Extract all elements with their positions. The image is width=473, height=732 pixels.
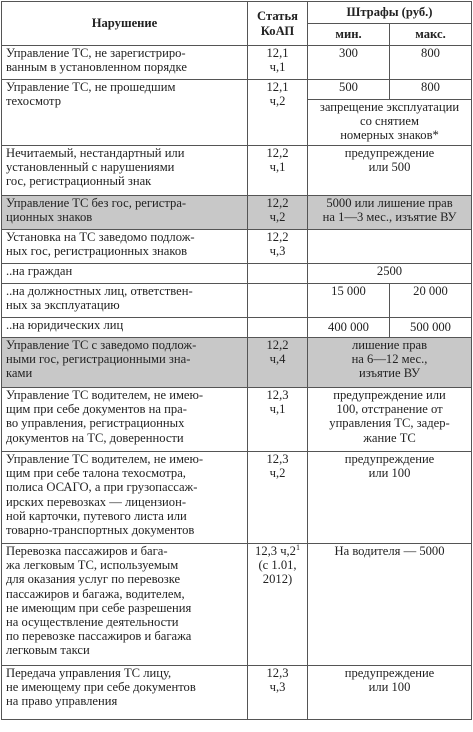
- max-cell: 20 000: [390, 284, 472, 318]
- table-row: [2, 46, 472, 80]
- table-row: [2, 666, 472, 720]
- article-cell: 12,3 ч,2: [248, 452, 308, 544]
- article-cell: 12,1 ч,1: [248, 46, 308, 80]
- table-row: [2, 544, 472, 666]
- violation-cell: ..на должностных лиц, ответствен- ных за эксплуатацию: [2, 284, 248, 318]
- violation-cell: Нечитаемый, нестандартный или установленный с нарушениями гос, регистрационный знак: [2, 146, 248, 196]
- article-cell: [248, 318, 308, 338]
- article-superscript: 1: [295, 543, 300, 552]
- fine-cell: предупреждение или 100: [308, 666, 472, 720]
- violation-cell: Управление ТС водителем, не имею- щим при себе талона техосмотра, полиса ОСАГО, а при грузопассаж- ирских перевозках — лицензион- ной карточки, путевого листа или товарно-транспортных документов: [2, 452, 248, 544]
- header-min: мин.: [308, 24, 390, 46]
- violation-cell: Управление ТС водителем, не имею- щим при себе документов на пра- во управления, регистрационных документов на ТС, доверенности: [2, 388, 248, 452]
- fine-cell: предупреждение или 500: [308, 146, 472, 196]
- article-cell: 12,3 ч,3: [248, 666, 308, 720]
- fine-cell: 5000 или лишение прав на 1—3 мес., изъятие ВУ: [308, 196, 472, 230]
- header-fines: Штрафы (руб.): [308, 2, 472, 24]
- violation-cell: Управление ТС с заведомо подлож- ными гос, регистрационными зна- ками: [2, 338, 248, 388]
- violation-cell: ..на юридических лиц: [2, 318, 248, 338]
- table-row: [2, 452, 472, 544]
- min-cell: 500: [308, 80, 390, 100]
- violation-cell: Перевозка пассажиров и бага- жа легковым ТС, используемым для оказания услуг по перевозке пассажиров и багажа, водителем, не имеющим при себе разрешения на осуществление деятельности по перевозке пассажиров и багажа легковым такси: [2, 544, 248, 666]
- fine-cell: предупреждение или 100, отстранение от управления ТС, задер- жание ТС: [308, 388, 472, 452]
- article-cell: 12,2 ч,2: [248, 196, 308, 230]
- fine-cell: лишение прав на 6—12 мес., изъятие ВУ: [308, 338, 472, 388]
- article-cell: 12,2 ч,3: [248, 230, 308, 264]
- table-row: [2, 264, 472, 284]
- violation-cell: Передача управления ТС лицу, не имеющему при себе документов на право управления: [2, 666, 248, 720]
- article-cell: [248, 284, 308, 318]
- min-cell: 400 000: [308, 318, 390, 338]
- max-cell: 500 000: [390, 318, 472, 338]
- table-row: [2, 196, 472, 230]
- fine-cell: [308, 230, 472, 264]
- table-row: [2, 146, 472, 196]
- article-cell: [248, 544, 308, 666]
- violation-cell: ..на граждан: [2, 264, 248, 284]
- fines-table: [1, 1, 472, 720]
- table-row: [2, 80, 472, 100]
- article-cell: 12,3 ч,1: [248, 388, 308, 452]
- violation-cell: Управление ТС, не прошедшим техосмотр: [2, 80, 248, 146]
- table-row: [2, 284, 472, 318]
- violation-cell: Управление ТС, не зарегистриро- ванным в установленном порядке: [2, 46, 248, 80]
- table-row: [2, 388, 472, 452]
- article-cell: [248, 264, 308, 284]
- article-cell: 12,1 ч,2: [248, 80, 308, 146]
- header-violation: Нарушение: [2, 2, 248, 46]
- fine-cell: 2500: [308, 264, 472, 284]
- table-row: [2, 338, 472, 388]
- max-cell: 800: [390, 80, 472, 100]
- violation-cell: Установка на ТС заведомо подлож- ных гос, регистрационных знаков: [2, 230, 248, 264]
- violation-cell: Управление ТС без гос, регистра- ционных знаков: [2, 196, 248, 230]
- article-date: (с 1.01, 2012): [258, 558, 297, 587]
- max-cell: 800: [390, 46, 472, 80]
- fine-cell: На водителя — 5000: [308, 544, 472, 666]
- article-text: 12,3 ч,2: [255, 544, 296, 558]
- article-cell: 12,2 ч,1: [248, 146, 308, 196]
- penalty-note: запрещение эксплуатации со снятием номерных знаков*: [308, 100, 472, 146]
- fine-cell: предупреждение или 100: [308, 452, 472, 544]
- table-row: [2, 318, 472, 338]
- header-max: макс.: [390, 24, 472, 46]
- header-article: Статья КоАП: [248, 2, 308, 46]
- min-cell: 300: [308, 46, 390, 80]
- table-row: [2, 230, 472, 264]
- article-cell: 12,2 ч,4: [248, 338, 308, 388]
- min-cell: 15 000: [308, 284, 390, 318]
